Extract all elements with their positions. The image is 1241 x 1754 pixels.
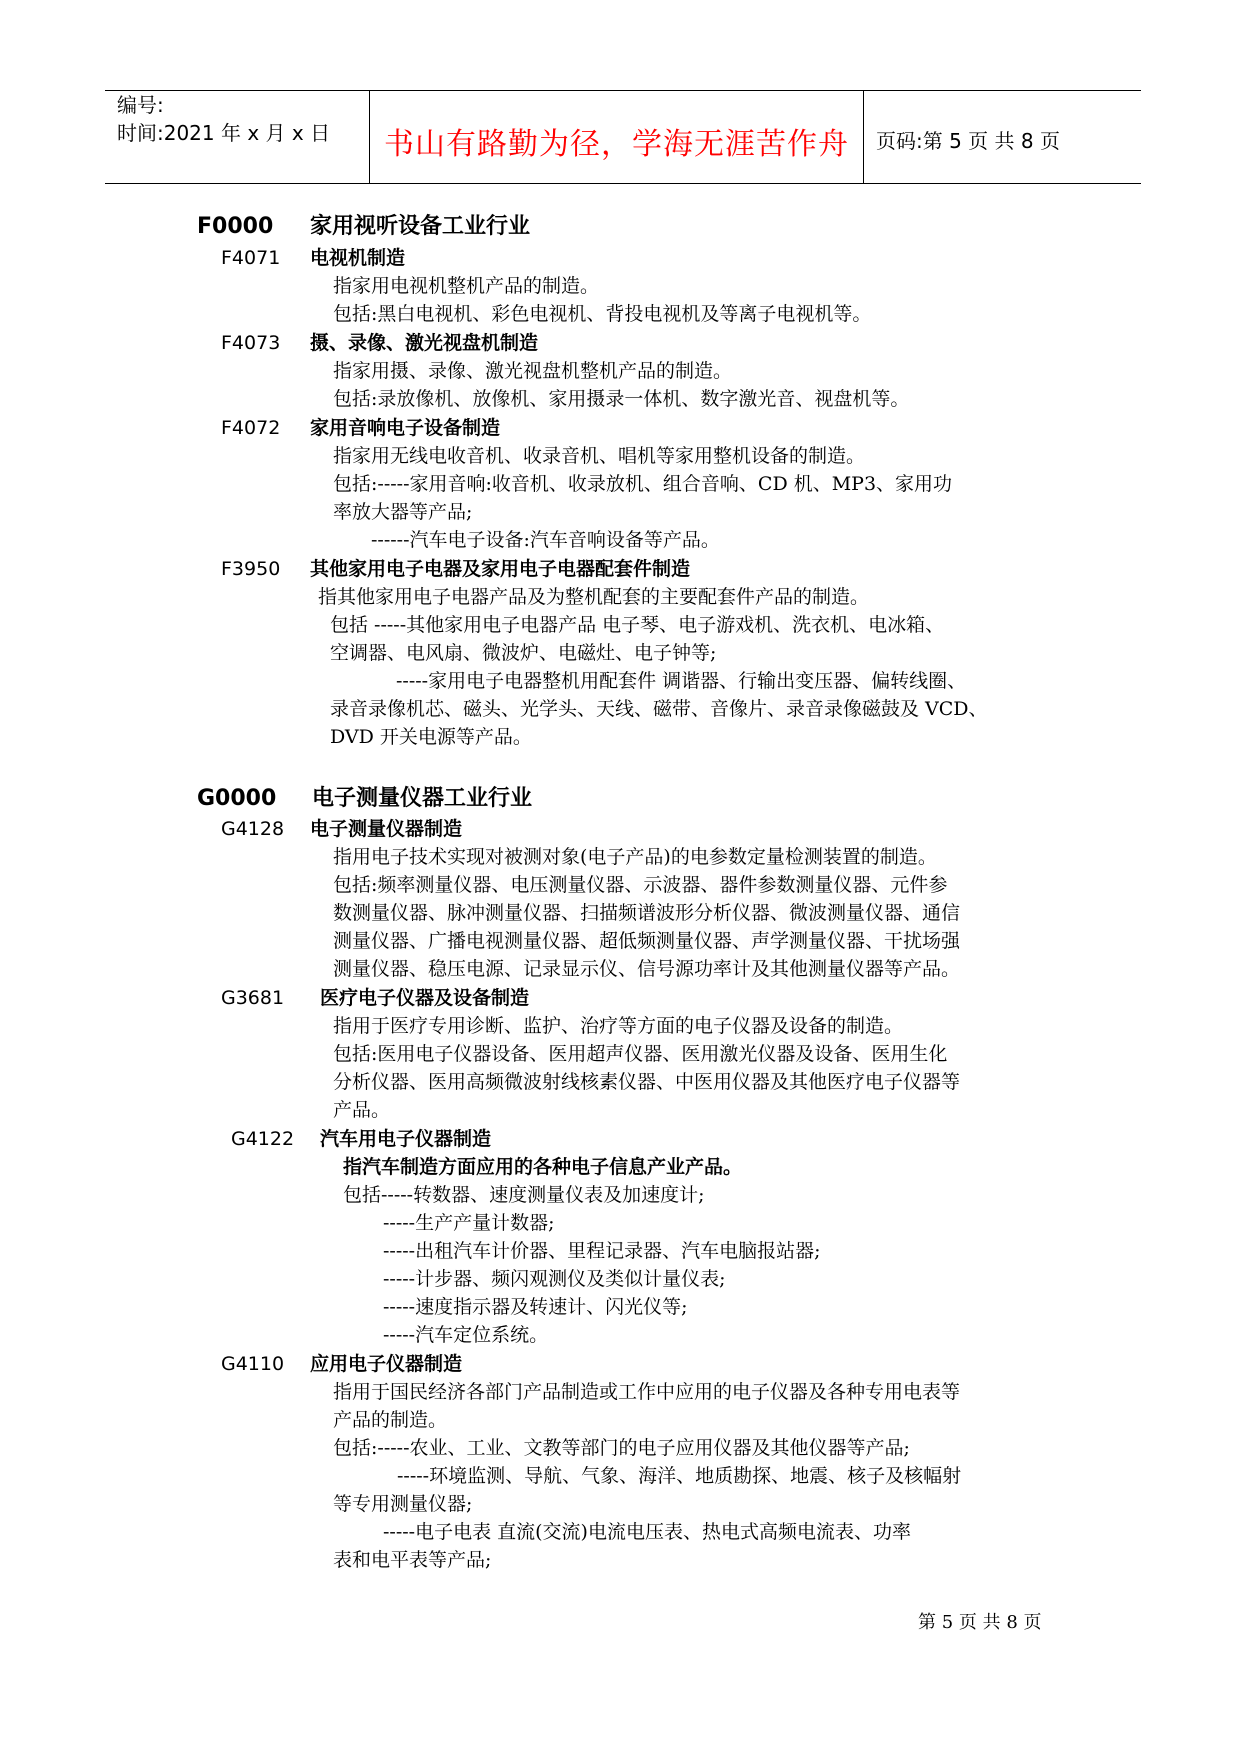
- item-description: 包括:医用电子仪器设备、医用超声仪器、医用激光仪器及设备、医用生化: [333, 1043, 948, 1065]
- item-title: 电子测量仪器制造: [310, 818, 463, 840]
- item-description: 指家用电视机整机产品的制造。: [333, 275, 600, 297]
- item-description: 指汽车制造方面应用的各种电子信息产业产品。: [343, 1156, 743, 1178]
- item-description: ------汽车电子设备:汽车音响设备等产品。: [371, 529, 720, 551]
- item-description: -----出租汽车计价器、里程记录器、汽车电脑报站器;: [383, 1240, 821, 1262]
- item-description: 包括 -----其他家用电子电器产品 电子琴、电子游戏机、洗衣机、电冰箱、: [330, 614, 945, 636]
- section-title: 家用视听设备工业行业: [310, 214, 531, 239]
- item-description: 录音录像机芯、磁头、光学头、天线、磁带、音像片、录音录像磁鼓及 VCD、: [330, 698, 988, 720]
- item-description: 包括-----转数器、速度测量仪表及加速度计;: [343, 1184, 705, 1206]
- item-description: 数测量仪器、脉冲测量仪器、扫描频谱波形分析仪器、微波测量仪器、通信: [333, 902, 961, 924]
- item-code: F4072: [221, 417, 281, 439]
- section-code: G0000: [197, 786, 277, 811]
- item-title: 摄、录像、激光视盘机制造: [310, 332, 539, 354]
- item-title: 应用电子仪器制造: [310, 1353, 463, 1375]
- item-code: F4073: [221, 332, 281, 354]
- item-description: -----家用电子电器整机用配套件 调谐器、行输出变压器、偏转线圈、: [396, 670, 967, 692]
- item-description: -----汽车定位系统。: [383, 1324, 549, 1346]
- item-description: 指用电子技术实现对被测对象(电子产品)的电参数定量检测装置的制造。: [333, 846, 937, 868]
- item-description: 指家用摄、录像、激光视盘机整机产品的制造。: [333, 360, 733, 382]
- header-page-cell: [864, 91, 1141, 183]
- header-page-info: 页码:第 5 页 共 8 页: [876, 129, 1060, 153]
- item-code: G4128: [221, 818, 285, 840]
- item-description: 产品的制造。: [333, 1409, 448, 1431]
- document-time-label: 时间:2021 年 x 月 x 日: [117, 121, 331, 145]
- item-description: 指其他家用电子电器产品及为整机配套的主要配套件产品的制造。: [318, 586, 870, 608]
- item-title: 医疗电子仪器及设备制造: [320, 987, 530, 1009]
- item-description: -----速度指示器及转速计、闪光仪等;: [383, 1296, 688, 1318]
- document-header: [105, 90, 1141, 184]
- item-description: 包括:频率测量仪器、电压测量仪器、示波器、器件参数测量仪器、元件参: [333, 874, 948, 896]
- item-description: -----电子电表 直流(交流)电流电压表、热电式高频电流表、功率: [383, 1521, 911, 1543]
- document-number-label: 编号:: [117, 93, 164, 117]
- item-title: 家用音响电子设备制造: [310, 417, 501, 439]
- item-code: F3950: [221, 558, 281, 580]
- item-description: 包括:黑白电视机、彩色电视机、背投电视机及等离子电视机等。: [333, 303, 872, 325]
- item-description: -----计步器、频闪观测仪及类似计量仪表;: [383, 1268, 726, 1290]
- header-motto-cell: [370, 91, 864, 183]
- item-description: DVD 开关电源等产品。: [330, 726, 532, 748]
- item-title: 汽车用电子仪器制造: [320, 1128, 492, 1150]
- section-title: 电子测量仪器工业行业: [312, 786, 533, 811]
- item-description: 产品。: [333, 1099, 391, 1121]
- item-title: 其他家用电子电器及家用电子电器配套件制造: [310, 558, 691, 580]
- item-description: 测量仪器、广播电视测量仪器、超低频测量仪器、声学测量仪器、干扰场强: [333, 930, 961, 952]
- item-description: 包括:-----家用音响:收音机、收录放机、组合音响、CD 机、MP3、家用功: [333, 473, 953, 495]
- item-description: 指家用无线电收音机、收录音机、唱机等家用整机设备的制造。: [333, 445, 866, 467]
- item-code: G3681: [221, 987, 285, 1009]
- item-description: 空调器、电风扇、微波炉、电磁灶、电子钟等;: [330, 642, 717, 664]
- header-motto: 书山有路勤为径，学海无涯苦作舟: [384, 127, 849, 162]
- header-meta-cell: [105, 91, 370, 183]
- item-code: G4110: [221, 1353, 285, 1375]
- item-description: 表和电平表等产品;: [333, 1549, 492, 1571]
- item-description: -----环境监测、导航、气象、海洋、地质勘探、地震、核子及核幅射: [397, 1465, 962, 1487]
- page-footer: 第 5 页 共 8 页: [918, 1612, 1042, 1633]
- item-description: 率放大器等产品;: [333, 501, 473, 523]
- item-description: -----生产产量计数器;: [383, 1212, 555, 1234]
- item-description: 等专用测量仪器;: [333, 1493, 473, 1515]
- item-code: G4122: [231, 1128, 295, 1150]
- item-description: 指用于国民经济各部门产品制造或工作中应用的电子仪器及各种专用电表等: [333, 1381, 961, 1403]
- section-code: F0000: [197, 214, 274, 239]
- item-description: 包括:录放像机、放像机、家用摄录一体机、数字激光音、视盘机等。: [333, 388, 910, 410]
- item-title: 电视机制造: [310, 247, 406, 269]
- item-description: 指用于医疗专用诊断、监护、治疗等方面的电子仪器及设备的制造。: [333, 1015, 904, 1037]
- item-description: 分析仪器、医用高频微波射线核素仪器、中医用仪器及其他医疗电子仪器等: [333, 1071, 961, 1093]
- item-code: F4071: [221, 247, 281, 269]
- item-description: 测量仪器、稳压电源、记录显示仪、信号源功率计及其他测量仪器等产品。: [333, 958, 961, 980]
- item-description: 包括:-----农业、工业、文教等部门的电子应用仪器及其他仪器等产品;: [333, 1437, 910, 1459]
